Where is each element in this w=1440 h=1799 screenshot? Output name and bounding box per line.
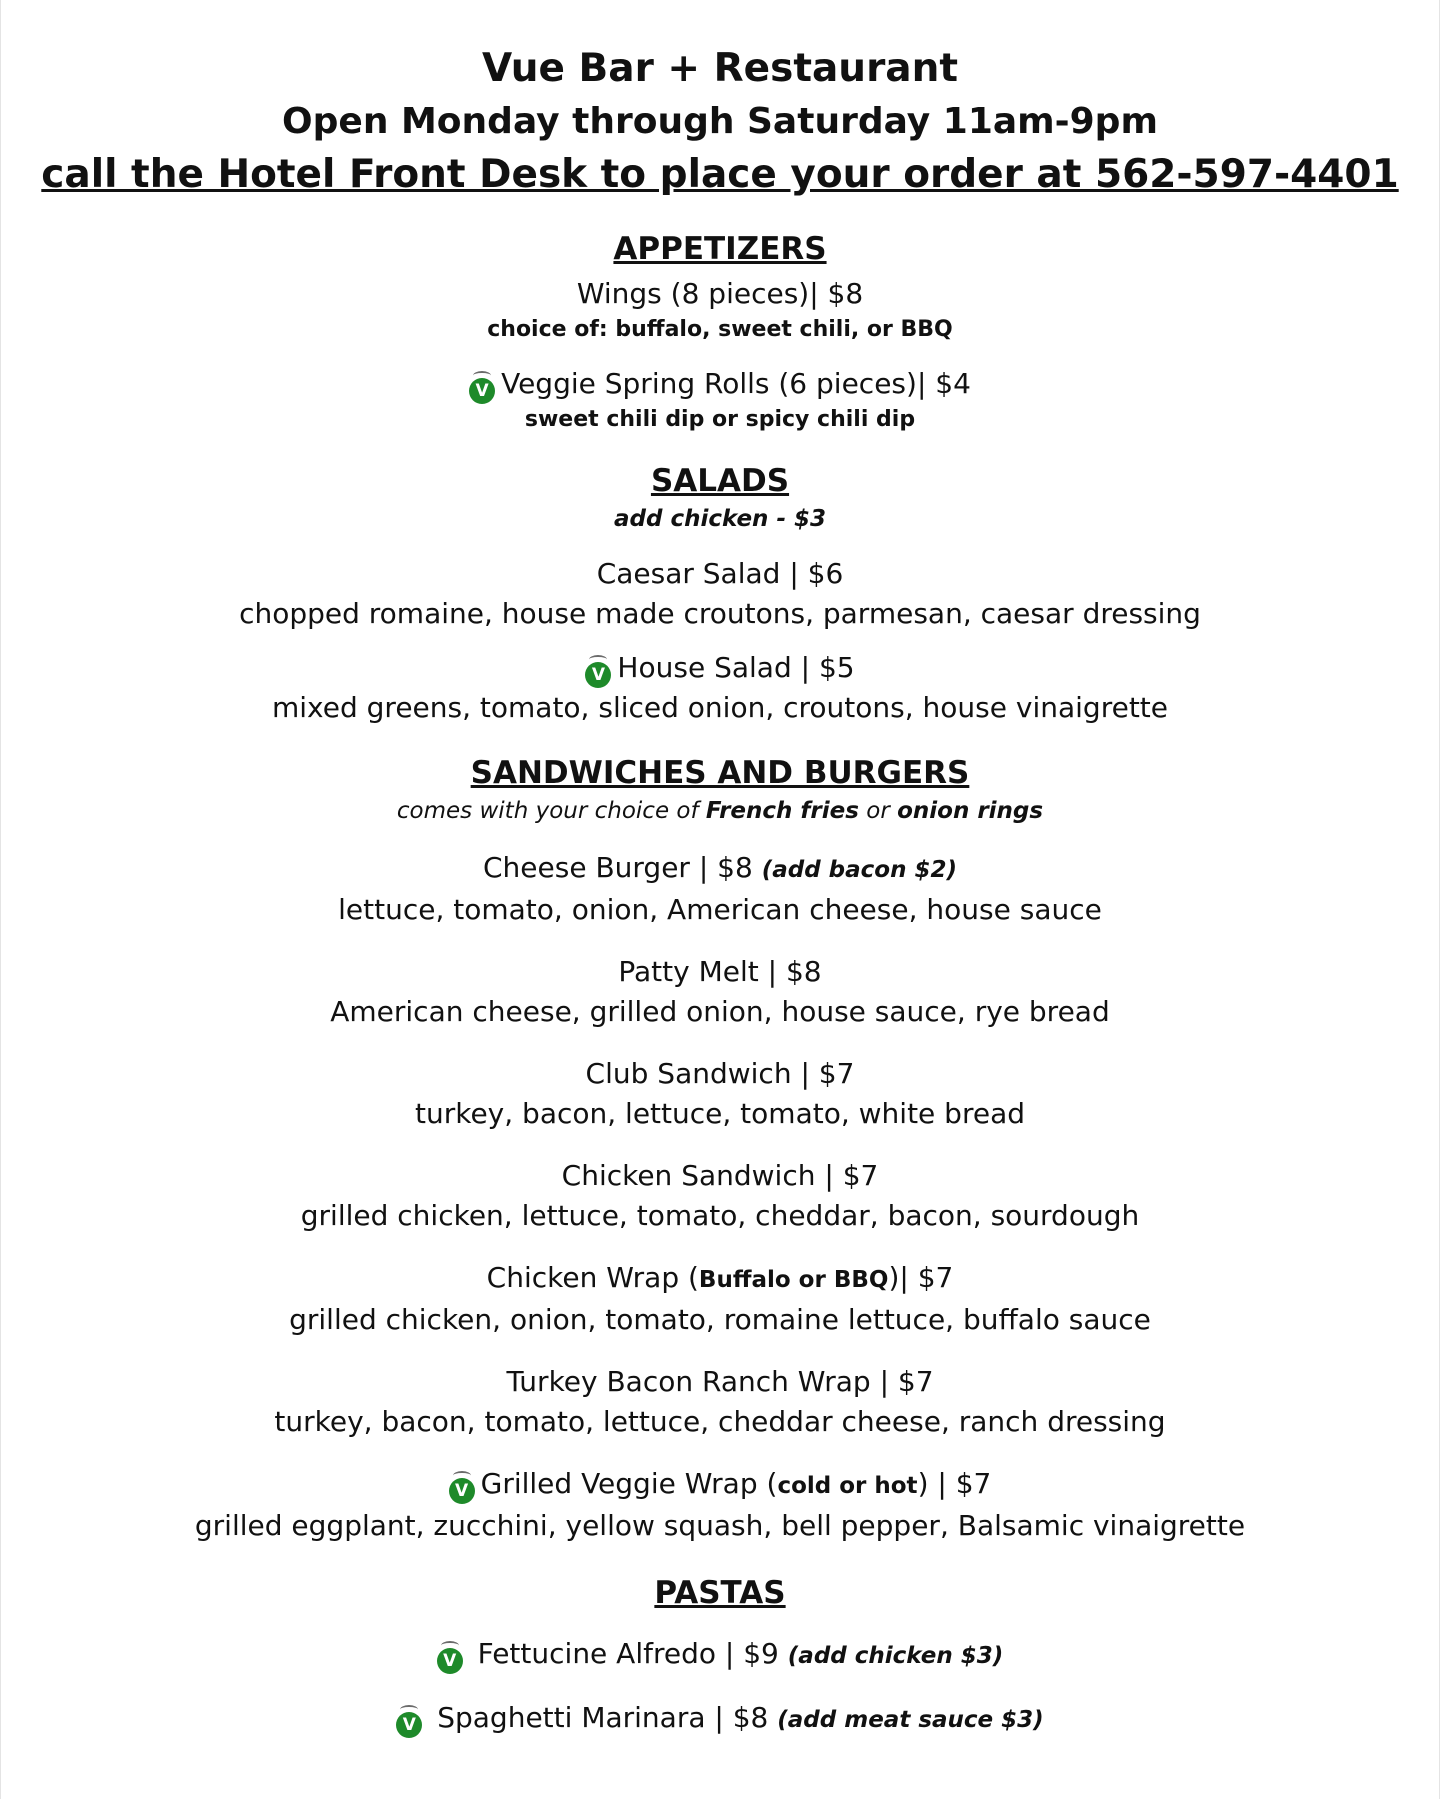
vegetarian-icon: V bbox=[469, 378, 495, 404]
item-name: Wings (8 pieces)| $8 bbox=[576, 277, 864, 310]
order-phone-line: call the Hotel Front Desk to place your order at 562-597-4401 bbox=[41, 152, 1399, 197]
note-text: add chicken - $3 bbox=[614, 506, 826, 532]
item-name: Cheese Burger | $8 bbox=[482, 851, 762, 884]
item-description: turkey, bacon, tomato, lettuce, cheddar cheese, ranch dressing bbox=[274, 1405, 1166, 1438]
item-description: American cheese, grilled onion, house sauce, rye bread bbox=[330, 995, 1110, 1028]
menu-item bbox=[1, 1156, 1439, 1236]
vegetarian-icon: V bbox=[437, 1648, 463, 1674]
note-text: comes with your choice of bbox=[396, 798, 706, 824]
item-name: Caesar Salad | $6 bbox=[596, 557, 844, 590]
item-description: grilled eggplant, zucchini, yellow squash, bell pepper, Balsamic vinaigrette bbox=[194, 1509, 1246, 1542]
menu-item bbox=[1, 1362, 1439, 1442]
menu-item bbox=[1, 648, 1439, 728]
section-note bbox=[1, 794, 1439, 828]
item-name: Patty Melt | $8 bbox=[618, 955, 822, 988]
section-salads bbox=[1, 460, 1439, 728]
menu-item bbox=[1, 848, 1439, 930]
item-addon: (add meat sauce $3) bbox=[777, 1707, 1044, 1733]
menu-item bbox=[1, 952, 1439, 1032]
item-options: sweet chili dip or spicy chili dip bbox=[524, 407, 916, 432]
vegetarian-icon: V bbox=[585, 662, 611, 688]
section-sandwiches-burgers bbox=[1, 752, 1439, 1546]
menu-item bbox=[1, 554, 1439, 634]
note-onion-rings: onion rings bbox=[897, 798, 1044, 824]
item-name: Spaghetti Marinara | $8 bbox=[428, 1701, 778, 1734]
section-pastas bbox=[1, 1572, 1439, 1740]
item-name: Veggie Spring Rolls (6 pieces)| $4 bbox=[501, 367, 971, 400]
item-description: grilled chicken, onion, tomato, romaine lettuce, buffalo sauce bbox=[289, 1303, 1151, 1336]
item-description: chopped romaine, house made croutons, parmesan, caesar dressing bbox=[239, 597, 1201, 630]
menu-item bbox=[1, 1258, 1439, 1340]
item-name: House Salad | $5 bbox=[617, 651, 855, 684]
item-name: Chicken Sandwich | $7 bbox=[561, 1159, 879, 1192]
item-price: ) | $7 bbox=[917, 1467, 992, 1500]
section-title: APPETIZERS bbox=[613, 231, 827, 267]
item-description: mixed greens, tomato, sliced onion, croutons, house vinaigrette bbox=[271, 691, 1168, 724]
item-description: grilled chicken, lettuce, tomato, cheddar, bacon, sourdough bbox=[300, 1199, 1140, 1232]
menu-item bbox=[1, 364, 1439, 436]
section-appetizers bbox=[1, 228, 1439, 436]
menu-item bbox=[1, 274, 1439, 346]
item-option: cold or hot bbox=[777, 1473, 918, 1499]
item-price: )| $7 bbox=[888, 1261, 954, 1294]
section-title: SANDWICHES AND BURGERS bbox=[470, 755, 970, 791]
menu-item bbox=[1, 1054, 1439, 1134]
section-title: SALADS bbox=[650, 463, 790, 499]
opening-hours: Open Monday through Saturday 11am-9pm bbox=[282, 101, 1158, 142]
menu-header bbox=[1, 42, 1439, 202]
item-addon: (add chicken $3) bbox=[787, 1643, 1004, 1669]
menu-item bbox=[1, 1464, 1439, 1546]
menu-item bbox=[1, 1634, 1439, 1676]
vegetarian-icon: V bbox=[449, 1478, 475, 1504]
item-name: Turkey Bacon Ranch Wrap | $7 bbox=[506, 1365, 934, 1398]
item-description: turkey, bacon, lettuce, tomato, white bread bbox=[415, 1097, 1025, 1130]
item-description: lettuce, tomato, onion, American cheese, house sauce bbox=[338, 893, 1102, 926]
section-note bbox=[1, 502, 1439, 536]
item-name: Chicken Wrap ( bbox=[486, 1261, 699, 1294]
restaurant-title: Vue Bar + Restaurant bbox=[481, 46, 959, 91]
item-name: Grilled Veggie Wrap ( bbox=[480, 1467, 778, 1500]
vegetarian-icon: V bbox=[396, 1712, 422, 1738]
menu-item bbox=[1, 1698, 1439, 1740]
item-name: Fettucine Alfredo | $9 bbox=[468, 1637, 788, 1670]
item-options: choice of: buffalo, sweet chili, or BBQ bbox=[487, 317, 953, 342]
section-title: PASTAS bbox=[654, 1575, 786, 1611]
item-addon: (add bacon $2) bbox=[761, 857, 957, 883]
note-or: or bbox=[858, 798, 898, 824]
item-name: Club Sandwich | $7 bbox=[585, 1057, 855, 1090]
item-option: Buffalo or BBQ bbox=[698, 1267, 889, 1293]
note-fries: French fries bbox=[705, 798, 859, 824]
